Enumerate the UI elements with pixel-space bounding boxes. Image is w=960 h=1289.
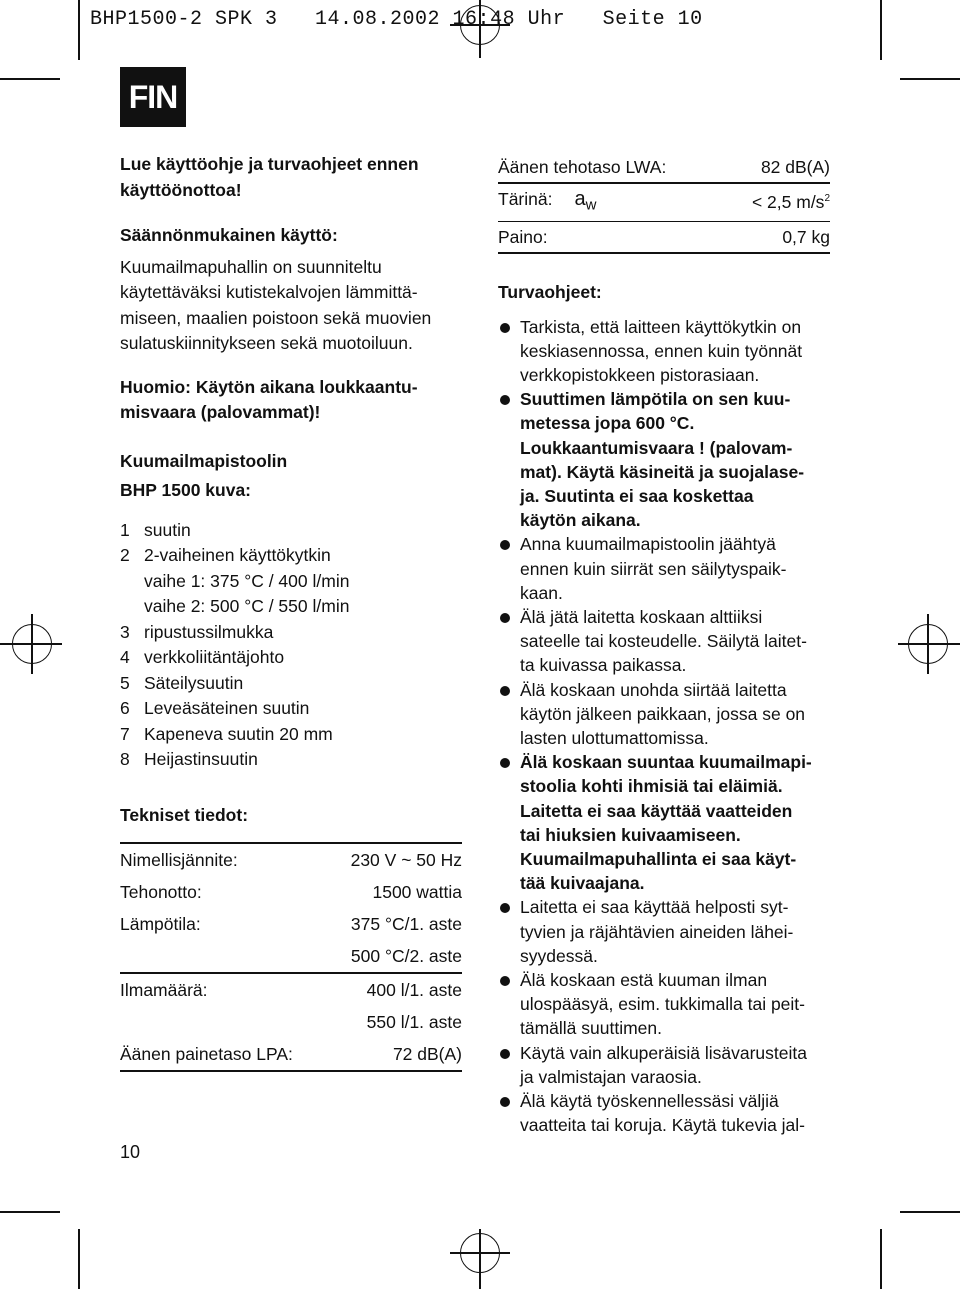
table-row: Lämpötila: 375 °C/1. aste xyxy=(120,914,462,934)
table-row: 550 l/1. aste xyxy=(366,1011,462,1032)
bullet-icon xyxy=(498,968,520,1041)
list-item: Älä jätä laitetta koskaan alttiiksi sateelle tai kosteudelle. Säilytä laitet- ta kuivassa paikassa. xyxy=(498,605,830,678)
bullet-icon xyxy=(498,1041,520,1089)
list-item: 4 verkkoliitäntäjohto xyxy=(120,647,285,667)
left-column xyxy=(120,152,462,1072)
list-item: Käytä vain alkuperäisiä lisävarusteita ja valmistajan varaosia. xyxy=(498,1041,830,1089)
crop-mark xyxy=(78,1229,80,1289)
list-item: 2 2-vaiheinen käyttökytkin xyxy=(120,545,331,565)
bullet-icon xyxy=(498,605,520,678)
list-item: vaihe 1: 375 °C / 400 l/min xyxy=(144,570,350,591)
registration-mark-bottom xyxy=(450,1229,510,1289)
list-item: 8 Heijastinsuutin xyxy=(120,749,258,769)
specs-table xyxy=(498,152,830,254)
table-rule xyxy=(120,1070,462,1072)
list-item: 3 ripustussilmukka xyxy=(120,621,274,642)
tool-heading-2: BHP 1500 kuva: xyxy=(120,480,252,500)
crop-mark xyxy=(0,1211,60,1213)
parts-list xyxy=(120,518,462,773)
safety-list xyxy=(498,315,830,1138)
list-item: Älä koskaan unohda siirtää laitetta käytön jälkeen paikkaan, jossa se on lasten ulottumattomissa. xyxy=(498,678,830,751)
list-item: Laitetta ei saa käyttää helposti syt- tyvien ja räjähtävien aineiden lähei- syydessä. xyxy=(498,895,830,968)
crop-mark xyxy=(0,78,60,80)
page-number: 10 xyxy=(120,1142,141,1162)
vibration-symbol: a xyxy=(574,188,586,210)
intro-heading: Lue käyttöohje ja turvaohjeet ennen käyttöönottoa! xyxy=(120,154,419,200)
list-item: 7 Kapeneva suutin 20 mm xyxy=(120,723,333,744)
crop-mark xyxy=(78,0,80,60)
bullet-icon xyxy=(498,678,520,751)
crop-mark xyxy=(880,0,882,60)
table-rule xyxy=(498,252,830,254)
list-item: Suuttimen lämpötila on sen kuu- metessa jopa 600 °C. Loukkaantumisvaara ! (palovam- mat). Käytä käsineitä ja suojalase- ja. Suutinta ei saa koskettaa käytön aikana. xyxy=(498,387,830,532)
table-row: Paino: 0,7 kg xyxy=(498,227,830,247)
table-row: Äänen tehotaso LWA: 82 dB(A) xyxy=(498,157,830,177)
table-row: Ilmamäärä: 400 l/1. aste xyxy=(120,979,462,1000)
bullet-icon xyxy=(498,315,520,388)
table-row: 500 °C/2. aste xyxy=(350,946,462,966)
crop-mark xyxy=(880,1229,882,1289)
tech-heading: Tekniset tiedot: xyxy=(120,804,249,825)
language-badge: FIN xyxy=(120,67,186,127)
right-column xyxy=(498,152,830,1137)
list-item: 6 Leveäsäteinen suutin xyxy=(120,698,310,718)
table-row: Nimellisjännite: 230 V ~ 50 Hz xyxy=(120,850,462,870)
bullet-icon xyxy=(498,750,520,895)
tool-heading-1: Kuumailmapistoolin xyxy=(120,450,288,471)
list-item: 1 suutin xyxy=(120,519,191,540)
list-item: vaihe 2: 500 °C / 550 l/min xyxy=(144,596,350,616)
warning-note: Huomio: Käytön aikana loukkaantu- misvaara (palovammat)! xyxy=(120,376,418,422)
crop-mark xyxy=(900,1211,960,1213)
bullet-icon xyxy=(498,1089,520,1137)
print-header: BHP1500-2 SPK 3 14.08.2002 16:48 Uhr Seite 10 xyxy=(90,8,703,31)
registration-mark-right xyxy=(898,614,960,674)
list-item: Älä koskaan suuntaa kuumailmapi- stoolia kohti ihmisiä tai eläimiä. Laitetta ei saa käyttää vaatteiden tai hiuksien kuivaamiseen. Kuumailmapuhallinta ei saa käyt- tää kuivaajana. xyxy=(498,750,830,895)
safety-heading: Turvaohjeet: xyxy=(498,282,602,302)
tech-table xyxy=(120,844,462,1070)
table-row: Tehonotto: 1500 wattia xyxy=(120,882,462,902)
bullet-icon xyxy=(498,387,520,532)
list-item: Anna kuumailmapistoolin jäähtyä ennen kuin siirrät sen säilytyspaik- kaan. xyxy=(498,532,830,605)
crop-mark xyxy=(900,78,960,80)
usage-heading: Säännönmukainen käyttö: xyxy=(120,225,338,245)
table-row: Äänen painetaso LPA: 72 dB(A) xyxy=(120,1043,462,1064)
bullet-icon xyxy=(498,532,520,605)
table-row: Tärinä: $a_w$ < 2,5 $m/s^2$ xyxy=(498,188,830,214)
list-item: Tarkista, että laitteen käyttökytkin on keskiasennossa, ennen kuin työnnät verkkopistokkeen pistorasiaan. xyxy=(498,315,830,388)
registration-mark-left xyxy=(0,614,62,674)
list-item: Älä koskaan estä kuuman ilman ulospääsyä, esim. tukkimalla tai peit- tämällä suuttimen. xyxy=(498,968,830,1041)
usage-paragraph: Kuumailmapuhallin on suunniteltu käytettäväksi kutistekalvojen lämmittä- miseen, maalien poistoon sekä muovien sulatuskiinnitykseen sekä muotoiluun. xyxy=(120,256,432,353)
list-item: Älä käytä työskennellessäsi väljiä vaatteita tai koruja. Käytä tukevia jal- xyxy=(498,1089,830,1137)
bullet-icon xyxy=(498,895,520,968)
list-item: 5 Säteilysuutin xyxy=(120,672,244,693)
